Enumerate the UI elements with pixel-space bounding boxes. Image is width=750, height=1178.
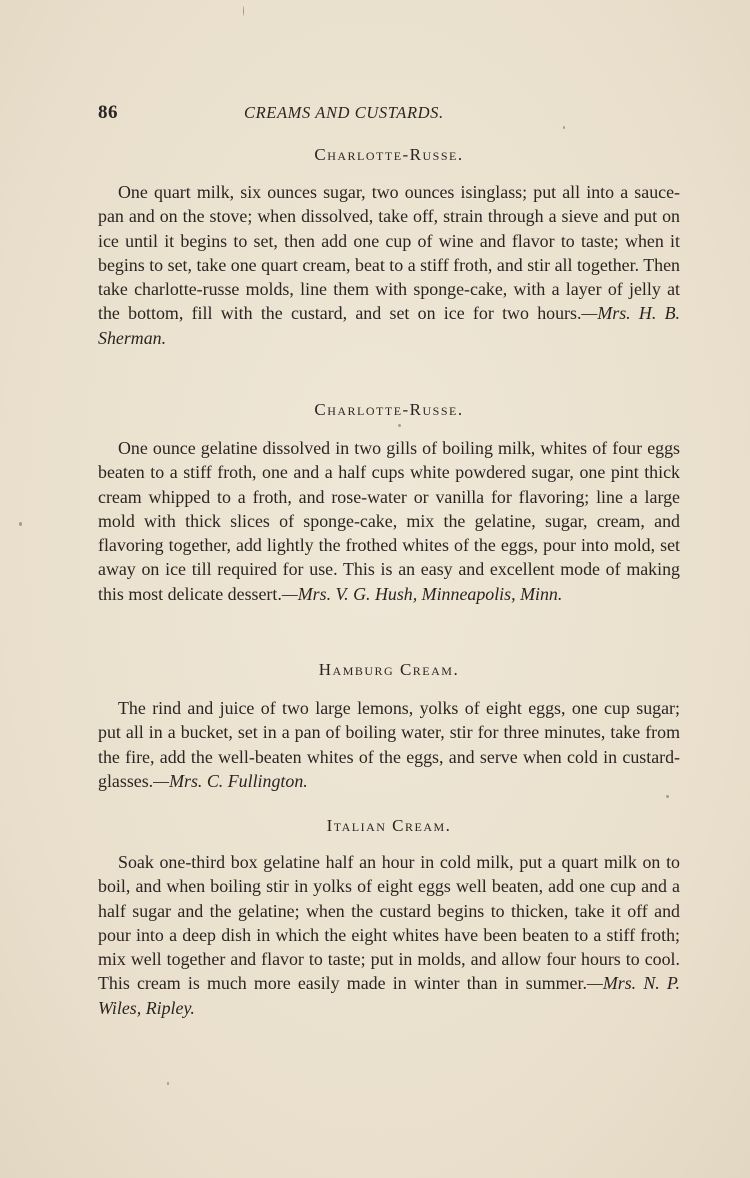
recipe-body bbox=[98, 180, 680, 350]
recipe-attribution: —Mrs. C. Fullington. bbox=[153, 770, 308, 791]
recipe-title: Italian Cream. bbox=[326, 816, 452, 835]
recipe-title: Hamburg Cream. bbox=[318, 660, 460, 679]
recipe-attribution: —Mrs. V. G. Hush, Minneapolis, Minn. bbox=[281, 583, 563, 604]
paper-speck bbox=[19, 522, 22, 526]
recipe-text: One quart milk, six ounces sugar, two ounces isinglass; put all into a sauce-pan and on the stove; when dissolved, take off, strain through a sieve and put on ice until it begins to set, then add one cup of wine and flavor to taste; when it begins to set, take one quart cream, beat to a stiff froth, and stir all together. Then take charlotte-russe molds, line them with sponge-cake, with a layer of jelly at the bottom, fill with the custard, and set on ice for two hours. bbox=[98, 182, 680, 324]
page-header bbox=[98, 98, 680, 128]
page-number: 86 bbox=[98, 102, 118, 123]
recipe-attribution: —Mrs. H. B. Sherman. bbox=[98, 303, 680, 348]
recipe-attribution: —Mrs. N. P. Wiles, Ripley. bbox=[98, 973, 680, 1018]
recipe-body bbox=[98, 696, 680, 793]
recipe-body bbox=[98, 850, 680, 1020]
recipe-title: Charlotte-Russe. bbox=[314, 145, 464, 164]
recipe-text: The rind and juice of two large lemons, yolks of eight eggs, one cup sugar; put all in a bucket, set in a pan of boiling water, stir for three minutes, take from the fire, add the well-beaten whites of the eggs, and serve when cold in custard-glasses. bbox=[98, 698, 680, 791]
paper-speck bbox=[563, 126, 565, 129]
recipe-text: One ounce gelatine dissolved in two gills of boiling milk, whites of four eggs beaten to a stiff froth, one and a half cups white powdered sugar, one pint thick cream whipped to a froth, and rose-water or vanilla for flavoring; line a large mold with thick slices of sponge-cake, mix the gelatine, sugar, cream, and flavoring together, add lightly the frothed whites of the eggs, pour into mold, set away on ice till required for use. This is an easy and excellent mode of making this most delicate dessert. bbox=[98, 438, 680, 604]
paper-speck bbox=[243, 6, 244, 16]
recipe-text: Soak one-third box gelatine half an hour in cold milk, put a quart milk on to boil, and when boiling stir in yolks of eight eggs well beaten, add one cup and a half sugar and the gelatine; when the custard begins to thicken, take it off and pour into a deep dish in which the eight whites have been beaten to a stiff froth; mix well together and flavor to taste; put in molds, and allow four hours to cool. This cream is much more easily made in winter than in summer. bbox=[98, 852, 680, 994]
paper-speck bbox=[398, 424, 401, 427]
running-head: CREAMS AND CUSTARDS. bbox=[244, 103, 444, 122]
paper-speck bbox=[167, 1082, 169, 1085]
recipe-title: Charlotte-Russe. bbox=[314, 400, 464, 419]
paper-speck bbox=[666, 795, 669, 798]
recipe-body bbox=[98, 436, 680, 606]
